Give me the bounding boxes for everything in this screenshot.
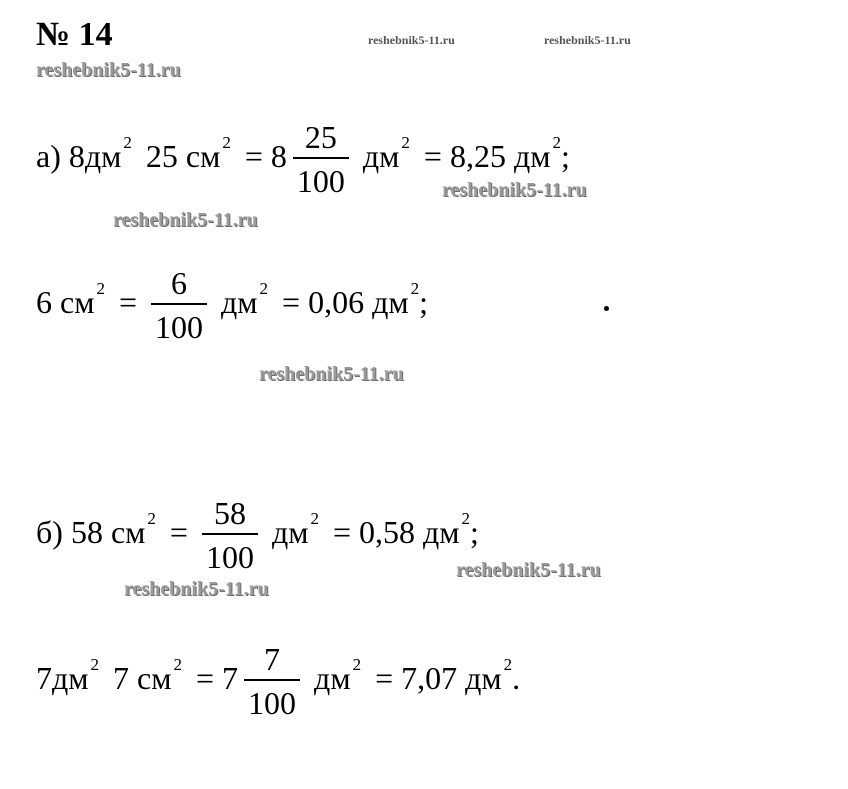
punctuation: ; [419,284,428,320]
result: 0,06 [308,284,365,320]
exponent: 2 [552,132,561,152]
exponent: 2 [259,278,269,298]
equation-b2 [36,640,521,721]
denominator: 100 [202,533,258,573]
unit: см [137,660,172,696]
unit: дм [271,514,309,550]
exponent: 2 [96,278,105,298]
exponent: 2 [173,654,182,674]
number: 6 [36,284,52,320]
exponent: 2 [352,654,362,674]
fraction [244,643,300,719]
number: 7 [36,660,52,696]
exponent: 2 [310,508,319,528]
result: 0,58 [359,514,416,550]
watermark: reshebnik5-11.ru [124,578,269,600]
watermark: reshebnik5-11.ru [456,559,601,581]
punctuation: ; [470,514,479,550]
stray-dot [604,306,609,311]
fraction [293,121,349,197]
fraction [202,497,258,573]
numerator: 7 [264,641,281,677]
denominator: 100 [293,157,349,197]
watermark: reshebnik5-11.ru [544,33,631,47]
unit: см [185,138,221,174]
exponent: 2 [222,132,231,152]
exponent: 2 [410,278,420,298]
unit: дм [221,284,258,320]
equals-sign: = [244,138,263,174]
equals-sign: = [332,514,352,550]
item-label: б) [36,514,63,550]
watermark: reshebnik5-11.ru [36,59,181,81]
denominator: 100 [151,303,207,343]
denominator: 100 [244,679,300,719]
equals-sign: = [282,284,301,320]
numerator: 58 [213,495,246,531]
unit: дм [314,660,351,696]
page-title: № 14 [36,16,113,53]
equation-b1 [36,494,479,575]
unit: дм [372,284,409,320]
punctuation: ; [561,138,570,174]
equals-sign: = [375,660,394,696]
number: 25 [145,138,178,174]
unit: дм [465,660,502,696]
equals-sign: = [169,514,188,550]
fraction [151,267,207,343]
unit: дм [362,138,400,174]
exponent: 2 [401,132,410,152]
whole-part: 7 [222,660,239,696]
exponent: 2 [461,508,471,528]
result: 7,07 [401,660,458,696]
equals-sign: = [195,660,215,696]
number: 7 [113,660,130,696]
watermark: reshebnik5-11.ru [259,363,404,385]
exponent: 2 [147,508,156,528]
exponent: 2 [123,132,132,152]
whole-part: 8 [270,138,287,174]
unit: см [110,514,146,550]
unit: см [60,284,95,320]
equals-sign: = [423,138,442,174]
unit: дм [84,138,122,174]
unit: дм [423,514,460,550]
equation-a2 [36,264,428,345]
punctuation: . [512,660,521,696]
numerator: 25 [304,119,337,155]
watermark: reshebnik5-11.ru [368,33,455,47]
item-label: а) [36,138,61,174]
result: 8,25 [449,138,506,174]
watermark: reshebnik5-11.ru [442,179,587,201]
watermark: reshebnik5-11.ru [113,209,258,231]
exponent: 2 [503,654,513,674]
number: 58 [70,514,103,550]
unit: дм [52,660,89,696]
equals-sign: = [118,284,137,320]
equation-a1 [36,118,570,199]
number: 8 [68,138,85,174]
numerator: 6 [171,265,187,301]
unit: дм [513,138,551,174]
exponent: 2 [90,654,100,674]
